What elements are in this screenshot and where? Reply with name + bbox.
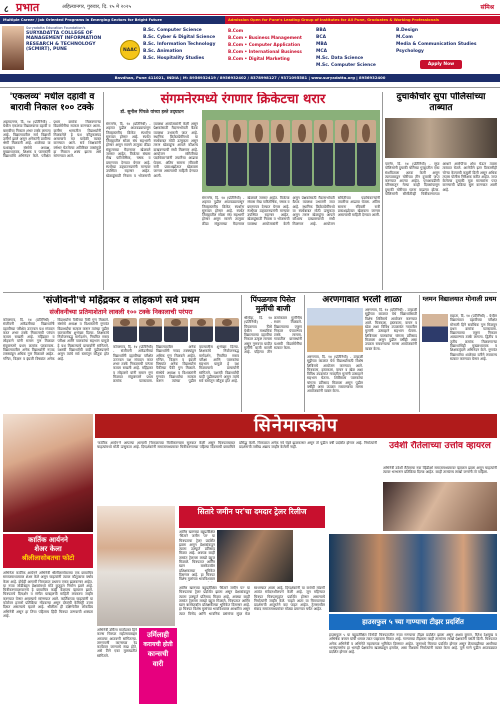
course-item: MBA (316, 42, 328, 47)
urvashi-body: अभिनेत्री उर्वशी रौतेलाचा नवा व्हिडीओ समाजमाध्यमावर व्हायरल झाला असून चाहत्यांनी त्यावर भरभरून प्रतिक्रिया दिल्या आहेत. काही तासांतच लाखो जणांनी तो पाहिला. (383, 466, 497, 475)
naac-badge-label: NAAC (122, 48, 138, 53)
course-item: B.Com (228, 28, 244, 33)
row-divider (3, 292, 497, 293)
ad-banner (0, 16, 500, 88)
section-tag: संमिश्र (480, 4, 494, 11)
urvashi-block (383, 441, 497, 531)
ad-courses-col4 (396, 27, 496, 55)
ad-courses-col2 (228, 27, 314, 62)
player-photo (271, 120, 291, 186)
column-divider (241, 295, 242, 412)
article-monali (422, 295, 497, 412)
urmila-body: अभिनेत्री उर्मिला मातोंडकर हिने कान्स चित्रपट महोत्सवाबद्दल आपल्या आठवणी सांगितल्या. तरुणपणी कान्सच्या रेड कार्पेटवर जाण्याचे स्वप्न होते, असे तिने एका मुलाखतीत सांगितले. (97, 628, 137, 658)
article-body: श्रीगोंदा, दि. १४ (प्रतिनिधी) - पिंपळगाव पिसे येथील माध्यमिक विद्यालयाचा दहावीचा निकाल उत्कृष्ट लागला असून गुणवत्ता यादीत मुलींनी बाजी मारली आहे. पहिल्या तीन क्रमांकावर मुलींनीच स्थान मिळवले. विद्यालयाचा एकूण निकाल पंच्याण्णव टक्के लागला. गावातील ग्रामस्थांनी यशस्वी विद्यार्थिनींचा सत्कार केला. (244, 316, 302, 355)
column-divider (382, 92, 383, 290)
player-photo (335, 120, 355, 186)
cinemascope-section (3, 414, 497, 706)
ad-strip-left: Multiple Career / Job Oriented Programs in Emerging Sectors for Bright Future (3, 18, 162, 22)
course-item: Psychology (396, 49, 424, 54)
cricket-team-photo (202, 110, 380, 192)
ad-strip-right: Admission Open for Pune's Leading Group of Institutes for All Pune, Graduates & Working Professionals (225, 16, 500, 24)
student-photo (215, 318, 239, 342)
course-item: B.Sc. Cyber & Digital Science (143, 35, 216, 40)
sitare-headline-box (179, 506, 325, 528)
student-photo (113, 318, 137, 342)
urmila-headline-line1: उर्मिलाही (147, 631, 169, 639)
article-cricket (106, 92, 380, 290)
ad-courses-col1 (143, 27, 227, 62)
housefull-photo (329, 534, 497, 612)
course-item: Media & Communication Studies (396, 42, 477, 47)
article-body: राहाता, दि. १४ (प्रतिनिधी) - येथील विद्यालयात दहावीच्या परीक्षेत मोनाली हिने सर्वाधिक गुण मिळवून प्रथम क्रमांक पटकावला. विद्यालयाचा एकूण निकाल अठ्याण्णव टक्के लागला. द्वितीय व तृतीय क्रमांक मिळवणाऱ्या विद्यार्थ्यांचेही मुख्याध्यापक व शिक्षकवृंदाने अभिनंदन केले. गुणवंत विद्यार्थ्यांचा शाळेच्या वतीने लवकरच सत्कार करण्यात येणार आहे. (450, 314, 497, 361)
kartik-body: अभिनेता कार्तिक आर्यनने अभिनेत्री श्रीलीलासोबतचा एक छायाचित्र समाजमाध्यमावर शेअर केले असून चाहत्यांनी त्यावर कौतुकाचा वर्षाव केला आहे. दोघेही आगामी चित्रपटात प्रथमच एकत्र झळकणार आहेत. या नव्या जोडीबद्दल प्रेक्षकांमध्ये मोठे कुतूहल निर्माण झाले आहे. चित्रीकरणादरम्यानचे हे छायाचित्र काही वेळातच व्हायरल झाले. चित्रपटाचे दिग्दर्शन व संगीत याबद्दलची माहिती लवकरच जाहीर करण्यात येणार असल्याचे सांगण्यात आले. कार्तिकच्या चाहत्यांनी या फोटोवर हजारो प्रतिक्रिया नोंदवल्या असून दोघांची केमिस्ट्री उत्तम दिसत असल्याचे म्हटले आहे. श्रीलीला ही दक्षिणेतील लोकप्रिय अभिनेत्री असून हा तिचा पहिलाच हिंदी चित्रपट ठरण्याची शक्यता आहे. (3, 571, 93, 618)
sitare-body: आमिर खानच्या बहुप्रतीक्षित 'सितारे जमीन पर' या चित्रपटाचा ट्रेलर प्रदर्शित झाला असून प्रेक्षकांकडून त्याला उत्स्फूर्त प्रतिसाद मिळत आहे. अवघ्या काही तासांत ट्रेलरला लाखो व्ह्यूज मिळाले. चित्रपटात आमिर खान बास्केटबॉल प्रशिक्षकाच्या भूमिकेत दिसणार आहे. हा चित्रपट विशेष मुलांच्या भावविश्वावर आधारित असून त्यात विनोद आणि भावनिक प्रसंगांचा सुंदर मेळ साधण्यात आला आहे. दिग्दर्शकांनी या कथेची मांडणी अत्यंत संवेदनशीलपणे केली आहे. जून महिन्यात चित्रपट चित्रपटगृहांत प्रदर्शित होणार असल्याचे निर्मात्यांनी जाहीर केले. चाहते आता या चित्रपटाच्या प्रदर्शनाची आतुरतेने वाट पाहत आहेत. ट्रेलरमधील संवाद समाजमाध्यमांवर मोठ्या प्रमाणात चर्चेत आहेत. (179, 586, 325, 616)
article-pimpalgaon (244, 295, 302, 412)
housefull-headline-box (329, 614, 497, 630)
player-photo (357, 120, 377, 186)
cinemascope-intro: 'कार्तिक आर्यन'ने आपल्या आगामी चित्रपटाच्या चित्रीकरणाला सुरुवात केली असून चित्रपटाबाबत चाहत्यांमध्ये मोठी उत्सुकता आहे. दिग्दर्शकांनी समाजमाध्यमावर चित्रीकरणाच्या पहिल्या दिवसाची छायाचित्रे प्रसिद्ध केली. चित्रपटात अनेक नवे चेहरे झळकणार असून तो पुढील वर्षी प्रदर्शित होणार आहे. निर्मात्यांनी प्रदर्शनाची तारीख अद्याप जाहीर केलेली नाही. (97, 441, 377, 450)
article-body: अहमदनगर, दि. १४ (प्रतिनिधी) - येथील एकलव्य विद्यालयाचा दहावी व बारावीचा निकाल शंभर टक्के लागला आहे. विद्यालयातील सर्व विद्यार्थी उत्तीर्ण झाले असून अनेकांनी प्रावीण्य श्रेणी मिळवली आहे. शाळेच्या या यशाबद्दल संस्थेचे अध्यक्ष, मुख्याध्यापक, शिक्षक व पालकांनी विद्यार्थ्यांचे अभिनंदन केले. परीक्षेत प्रथम क्रमांक मिळवणाऱ्या विद्यार्थिनीचा सत्कार करण्यात आला. ग्रामीण भागातील विद्यार्थ्यांनी मिळवलेले हे यश कौतुकास्पद असल्याचे मत यावेळी व्यक्त करण्यात आले. सर्व शिक्षकांनी वर्षभर घेतलेल्या अतिरिक्त तासांमुळे हा निकाल शक्य झाला असे सांगण्यात आले. (3, 120, 101, 159)
course-item: MCA (316, 49, 327, 54)
accused-photo (385, 118, 497, 158)
kartik-headline-line2: शेअर केला (34, 545, 62, 553)
article-headline: अरणगावात भरली शाळा (322, 295, 402, 305)
housefull-headline: हाउसफुल ५ च्या गाण्याचा टीझर प्रदर्शित (362, 618, 464, 626)
masthead (0, 0, 500, 15)
urmila-headline-line2: करायची होती (143, 641, 173, 648)
article-body-left: कोपरगाव, दि. १४ (प्रतिनिधी) - संजीवनी अकॅडमीच्या विद्यार्थ्यांनी दहावीच्या परीक्षेत उज्ज्वल यश संपादन करत शंभर टक्के निकालाची परंपरा कायम राखली आहे. महिंद्रकर व लोहकणे यांनी समान गुण मिळवत संयुक्तपणे प्रथम क्रमांक पटकावला. विद्यालयातील अनेक विद्यार्थ्यांनी नव्वद टक्क्यांहून अधिक गुण मिळवले आहेत. गणित, विज्ञान व इंग्रजी विषयांत अनेक विद्यार्थ्यांना पैकीच्या पैकी गुण मिळाले. संस्थेचे अध्यक्ष व विश्वस्तांनी गुणवंत विद्यार्थ्यांचा सत्कार करून त्यांच्या पुढील वाटचालीस शुभेच्छा दिल्या. शिक्षकांचे नियोजनबद्ध मार्गदर्शन, नियमित सराव परीक्षा आणि पालकांचा सहभाग यामुळे हे यश मिळाल्याचे प्राचार्यांनी सांगितले. यशस्वी विद्यार्थ्यांची यादी पुढीलप्रमाणे असून त्यांचे सर्व स्तरांतून कौतुक होत आहे. (3, 318, 109, 361)
kartik-headline-line1: कार्तिक आर्यनने (28, 536, 68, 544)
toppers-photos (113, 318, 239, 342)
sitare-headline: सितारे जमीन पर'चा दमदार ट्रेलर रिलीज (197, 507, 307, 516)
cinemascope-banner (95, 414, 497, 438)
ad-group-label: Suryadatta Education Foundation's (26, 26, 86, 30)
course-item: B.Design (396, 28, 419, 33)
dateline: अहिल्यानगर, गुरुवार, दि. १५ मे २०२५ (62, 4, 132, 10)
article-headline: 'एकलव्य' मधील दहावी व बारावी निकाल १०० टक्के (9, 92, 95, 113)
course-item: B.Sc. Animation (143, 49, 183, 54)
ad-address-bar (0, 74, 500, 82)
course-item: M.Sc. Computer Science (316, 63, 376, 68)
urmila-headline-line3: कान्सची (147, 650, 169, 658)
player-photo (206, 120, 226, 186)
player-photo (292, 120, 312, 186)
course-item: M.Sc. Data Science (316, 56, 364, 61)
article-sanjivani (3, 295, 239, 412)
article-body-left: संगमनेर, दि. १४ (प्रतिनिधी) - शहरात पुढील आठवड्यापासून जिल्हास्तरीय क्रिकेट स्पर्धांना सुरुवात होणार आहे. स्पर्धेत जिल्ह्यातील सोळा संघ सहभागी होणार असून सामने तालुका क्रीडा संकुलाच्या मैदानावर खेळवले जाणार आहेत. विजेत्या संघास रोख पारितोषिक, चषक व प्रमाणपत्र देण्यात येणार आहे. स्पर्धेच्या उद्‌घाटनप्रसंगी मान्यवर उपस्थित राहणार आहेत. खेळाडूंसाठी निवास व भोजनाची व्यवस्था आयोजकांनी केली असून प्रेक्षकांसाठी मैदानाभोवती बैठक व्यवस्था उभारली जात आहे. स्थानिक क्रिकेटप्रेमींमध्ये या स्पर्धेबाबत मोठी उत्सुकता असून तरुण खेळाडूंना आपले कौशल्य दाखवण्याची संधी मिळणार आहे. आयोजन समितीच्या पदाधिकाऱ्यांनी तयारीचा आढावा घेतला. अंतिम सामना रविवारी रात्री प्रकाशझोतात खेळवला जाणार असल्याची माहिती देण्यात आली. (106, 122, 198, 178)
urmila-headline-line4: वारी (152, 660, 164, 668)
ad-photo (2, 26, 24, 70)
ad-cta-button[interactable] (420, 60, 462, 69)
student-portrait (422, 314, 448, 342)
article-subhead: संजीवनीच्या प्रतिमाशेताने लावली १०० टक्के निकालाची परंपरा (49, 308, 193, 316)
player-photo (228, 120, 248, 186)
article-headline: संगमनेरमध्ये रंगणार क्रिकेटचा थरार (160, 92, 326, 107)
course-item: B.Com • Business Management (228, 35, 302, 40)
ad-address: Bavdhan, Pune 411021, INDIA | M: 8956932419 / 8956932402 / 8378998127 / 9371095581 | www.suryadatta.org | 8956932400 (114, 75, 386, 80)
urvashi-headline: उर्वशी रौतेलाच्या उत्तोव व्हायरल (389, 441, 491, 451)
column-divider (304, 295, 305, 412)
urvashi-photo (383, 482, 497, 531)
article-body: अरणगाव, दि. १४ (प्रतिनिधी) - उन्हाळी सुट्टीच्या काळात येथे विद्यार्थ्यांसाठी विशेष शिबिराचे आयोजन करण्यात आले. चित्रकला, हस्तकला, वाचन व खेळ अशा विविध उपक्रमांत गावातील मुलांनी उत्साहाने सहभाग घेतला. शिबिराला पालकांचा चांगला प्रतिसाद मिळाला असून पुढील वर्षीही असा उपक्रम राबवण्याचा मानस आयोजकांनी व्यक्त केला. (365, 308, 417, 351)
student-photo (190, 318, 214, 342)
column-divider (103, 92, 104, 290)
ad-cta-label: Apply Now (427, 62, 455, 67)
article-headline: 'संजीवनी'चे महिंद्रकर व लोहकणे सर्व प्रथम (42, 295, 200, 306)
article-body-bottom: अरणगाव, दि. १४ (प्रतिनिधी) - उन्हाळी सुट्टीच्या काळात येथे विद्यार्थ्यांसाठी विशेष शिबिराचे आयोजन करण्यात आले. चित्रकला, हस्तकला, वाचन व खेळ अशा विविध उपक्रमांत गावातील मुलांनी उत्साहाने सहभाग घेतला. शिबिराला पालकांचा चांगला प्रतिसाद मिळाला असून पुढील वर्षीही असा उपक्रम राबवण्याचा मानस आयोजकांनी व्यक्त केला. (307, 355, 363, 394)
course-item: B.Sc. Computer Science (143, 28, 202, 33)
article-arangaon (307, 295, 417, 412)
ad-courses-col3 (316, 27, 394, 69)
ad-strip (0, 16, 500, 24)
article-body: पारनेर, दि. १४ (प्रतिनिधी) - सुपा पोलिसांनी दुचाकी चोरीच्या गुन्ह्यातील एका संशयिताला अटक केली असून त्याच्याकडून चोरीच्या तीन दुचाकी जप्त करण्यात आल्या आहेत. एमआयडीसी परिसरातून गेल्या काही दिवसांपासून दुचाकी चोरीच्या घटना वाढल्या होत्या. पोलिसांनी सीसीटीव्ही चित्रीकरणाच्या आधारे आरोपीचा शोध घेऊन त्याला ताब्यात घेतले. आरोपीने इतर ठिकाणीही चोऱ्या केल्याची कबुली दिली असून अधिक तपास पोलीस निरीक्षक करीत आहेत. जप्त केलेल्या दुचाकी मूळ मालकांना परत करण्याची प्रक्रिया सुरू करण्यात आली आहे. (385, 162, 497, 197)
sitare-block (179, 506, 325, 704)
ad-college-name: SURYADATTA COLLEGE OF MANAGEMENT INFORMATION RESEARCH & TECHNOLOGY (SCMIRT), PUNE (26, 31, 102, 53)
player-photo (249, 120, 269, 186)
course-item: BCA (316, 35, 326, 40)
article-headline: ग्लमन विद्यालयात मोनाली प्रथम (422, 295, 497, 303)
housefull-body: हाउसफुल ५ या बहुप्रतीक्षित विनोदी चित्रपटातील नव्या गाण्याचा टीझर प्रदर्शित झाला असून अक्षय कुमार, रितेश देशमुख व अभिषेक बच्चन यांची धमाल त्यात पाहायला मिळत आहे. गाण्याच्या टीझरला काही तासांतच लाखो प्रेक्षकांनी पसंती दिली. चित्रपटात अनेक अभिनेत्री व अभिनेते महत्त्वाच्या भूमिकेत दिसणार आहेत. जूनमध्ये चित्रपट प्रदर्शित होणार असून फ्रेंचायझीच्या आधीच्या भागांप्रमाणेच हा भागही प्रेक्षकांना खळखळून हसवेल, असा विश्वास निर्मात्यांनी व्यक्त केला आहे. पूर्ण गाणे पुढील आठवड्यात प्रदर्शित होणार आहे. (329, 633, 497, 655)
paper-logo: प्रभात (16, 1, 40, 14)
course-item: B.Sc. Hospitality Studies (143, 56, 205, 61)
course-item: B.Com • International Business (228, 49, 302, 54)
course-item: M.Com (396, 35, 413, 40)
course-item: B.Com • Digital Marketing (228, 56, 290, 61)
sitare-body-side: आमिर खानच्या बहुप्रतीक्षित 'सितारे जमीन पर' या चित्रपटाचा ट्रेलर प्रदर्शित झाला असून प्रेक्षकांकडून त्याला उत्स्फूर्त प्रतिसाद मिळत आहे. अवघ्या काही तासांत ट्रेलरला लाखो व्ह्यूज मिळाले. चित्रपटात आमिर खान बास्केटबॉल प्रशिक्षकाच्या भूमिकेत दिसणार आहे. हा चित्रपट विशेष मुलांच्या भावविश्वावर (179, 530, 215, 582)
column-divider (419, 295, 420, 412)
student-photo (164, 318, 188, 342)
kartik-actress-photo (3, 414, 93, 532)
naac-badge (120, 40, 140, 60)
urmila-headline-box (139, 628, 177, 704)
housefull-block (329, 534, 497, 704)
kartik-headline-line3: श्रीलीलासोबतचा फोटो (21, 554, 75, 562)
article-eklavya (3, 92, 101, 290)
article-headline: पिंपळगाव पिसेत मुलींची बाजी (250, 295, 296, 313)
page-number: ८ (4, 5, 9, 15)
article-body-right: संगमनेर, दि. १४ (प्रतिनिधी) - शहरात पुढील आठवड्यापासून जिल्हास्तरीय क्रिकेट स्पर्धांना सुरुवात होणार आहे. स्पर्धेत जिल्ह्यातील सोळा संघ सहभागी होणार असून सामने तालुका क्रीडा संकुलाच्या मैदानावर खेळवले जाणार आहेत. विजेत्या संघास रोख पारितोषिक, चषक व प्रमाणपत्र देण्यात येणार आहे. स्पर्धेच्या उद्‌घाटनप्रसंगी मान्यवर उपस्थित राहणार आहेत. खेळाडूंसाठी निवास व भोजनाची व्यवस्था आयोजकांनी केली असून प्रेक्षकांसाठी मैदानाभोवती बैठक व्यवस्था उभारली जात आहे. स्थानिक क्रिकेटप्रेमींमध्ये या स्पर्धेबाबत मोठी उत्सुकता असून तरुण खेळाडूंना आपले कौशल्य दाखवण्याची संधी मिळणार आहे. आयोजन समितीच्या पदाधिकाऱ्यांनी तयारीचा आढावा घेतला. अंतिम सामना रविवारी रात्री प्रकाशझोतात खेळवला जाणार असल्याची माहिती देण्यात आली. (202, 196, 380, 226)
article-bike-thief (385, 92, 497, 290)
course-item: B.Com • Computer Application (228, 42, 301, 47)
student-photo (139, 318, 163, 342)
article-headline: दुचाकीचोर सुपा पोलिसांच्या ताब्यात (396, 92, 486, 113)
kartik-headline-box (3, 534, 93, 568)
course-item: B.Sc. Information Technology (143, 42, 216, 47)
course-item: BBA (316, 28, 327, 33)
urmila-photo (97, 506, 175, 626)
player-photo (314, 120, 334, 186)
cinemascope-title: सिनेमास्कोप (254, 415, 338, 436)
aamir-khan-photo (217, 530, 293, 582)
article-byline: डॉ. सुनील पिंपळे यांच्या हस्ते उद्‌घाटन (120, 110, 184, 115)
school-camp-photo (307, 308, 363, 352)
article-body-right: कोपरगाव, दि. १४ (प्रतिनिधी) - संजीवनी अकॅडमीच्या विद्यार्थ्यांनी दहावीच्या परीक्षेत उज्ज्वल यश संपादन करत शंभर टक्के निकालाची परंपरा कायम राखली आहे. महिंद्रकर व लोहकणे यांनी समान गुण मिळवत संयुक्तपणे प्रथम क्रमांक पटकावला. विद्यालयातील अनेक विद्यार्थ्यांनी नव्वद टक्क्यांहून अधिक गुण मिळवले आहेत. गणित, विज्ञान व इंग्रजी विषयांत अनेक विद्यार्थ्यांना पैकीच्या पैकी गुण मिळाले. संस्थेचे अध्यक्ष व विश्वस्तांनी गुणवंत विद्यार्थ्यांचा सत्कार करून त्यांच्या पुढील वाटचालीस शुभेच्छा दिल्या. शिक्षकांचे नियोजनबद्ध मार्गदर्शन, नियमित सराव परीक्षा आणि पालकांचा सहभाग यामुळे हे यश मिळाल्याचे प्राचार्यांनी सांगितले. यशस्वी विद्यार्थ्यांची यादी पुढीलप्रमाणे असून त्यांचे सर्व स्तरांतून कौतुक होत आहे. (113, 345, 239, 384)
